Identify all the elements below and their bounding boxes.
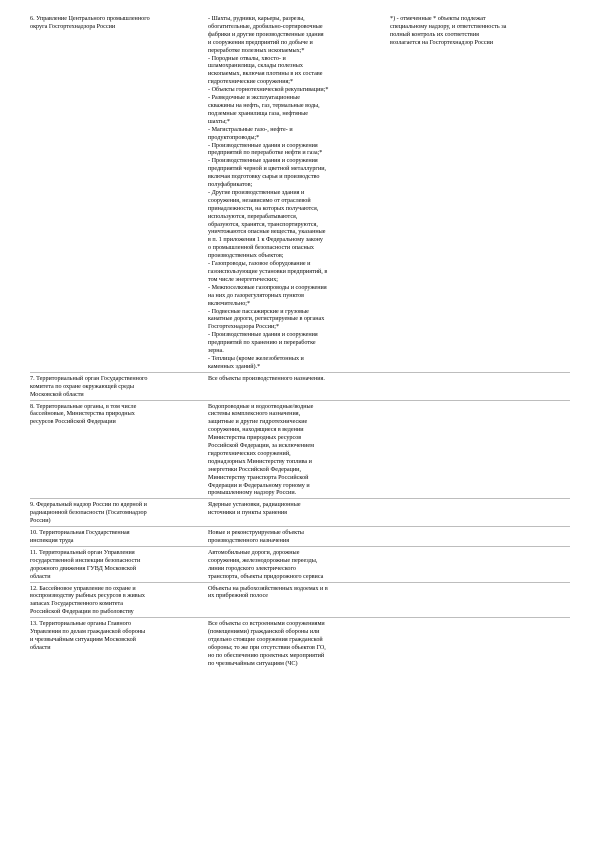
- organization-line: 11. Территориальный орган Управления: [30, 549, 135, 556]
- organization-line: 13. Территориальные органы Главного: [30, 621, 132, 628]
- objects-line: Водопроводные и водоотводные/водные: [208, 403, 314, 410]
- objects-line: скважины на нефть, газ, термальные воды,: [208, 102, 320, 109]
- objects-line: - Шахты, рудники, карьеры, разрезы,: [208, 16, 305, 22]
- objects-line: Российской Федерации, за исключением: [208, 443, 314, 450]
- organization-line: дорожного движения ГУВД Московской: [30, 565, 136, 572]
- note-cell: [390, 582, 570, 618]
- objects-line: Министерства природных ресурсов: [208, 435, 302, 442]
- objects-line: используются, перерабатываются,: [208, 213, 298, 220]
- agencies-table-body: [30, 16, 570, 669]
- organization-cell: [30, 372, 208, 400]
- objects-line: Автомобильные дороги, дорожные: [208, 549, 300, 556]
- objects-line: канатные дороги, регистрируемые в органах: [208, 316, 325, 323]
- organization-line: 9. Федеральный надзор России по ядерной и: [30, 502, 147, 509]
- organization-line: государственной инспекции безопасности: [30, 557, 141, 564]
- note-cell: [390, 372, 570, 400]
- objects-line: промышленному надзору России.: [208, 490, 297, 497]
- objects-line: Ядерные установки, радиационные: [208, 502, 301, 509]
- table-row: [30, 527, 570, 547]
- table-row: [30, 16, 570, 372]
- objects-line: включительно;*: [208, 300, 251, 307]
- objects-line: транспорта, объекты придорожного сервиса: [208, 573, 324, 580]
- objects-line: Госгортехнадзора России;*: [208, 324, 280, 331]
- organization-line: и чрезвычайным ситуациям Московской: [30, 636, 136, 643]
- note-line: *) - отмеченные * объекты подлежат: [390, 16, 486, 22]
- organization-line: Российской Федерации по рыболовству: [30, 609, 134, 616]
- objects-line: сооружения, железнодорожные переезды,: [208, 557, 318, 564]
- objects-line: на них до газорегуляторных пунктов: [208, 292, 305, 299]
- table-row: [30, 546, 570, 582]
- objects-line: системы комплексного назначения,: [208, 411, 301, 418]
- objects-line: - Производственные здания и сооружения: [208, 142, 318, 149]
- objects-line: образуются, хранятся, транспортируются,: [208, 221, 318, 228]
- note-cell: [390, 16, 570, 372]
- objects-line: - Породные отвалы, хвосто- и: [208, 55, 286, 62]
- organization-cell: [30, 618, 208, 669]
- objects-cell: [208, 618, 390, 669]
- objects-line: обороны; то же при отсутствии объектов ГО,: [208, 644, 326, 651]
- note-line: полный контроль их соответствия: [390, 31, 479, 38]
- table-row: [30, 582, 570, 618]
- organization-line: Московской области: [30, 391, 84, 398]
- objects-line: - Производственные здания и сооружения: [208, 332, 318, 339]
- objects-line: Федерации и Федеральному горному и: [208, 482, 310, 489]
- organization-line: ресурсов Российской Федерации: [30, 419, 116, 426]
- objects-cell: [208, 499, 390, 527]
- objects-line: предприятий черной и цветной металлургии,: [208, 166, 327, 173]
- objects-cell: [208, 582, 390, 618]
- note-cell: [390, 618, 570, 669]
- objects-cell: [208, 546, 390, 582]
- objects-line: Все объекты производственного назначения.: [208, 375, 325, 382]
- table-row: [30, 499, 570, 527]
- organization-line: области: [30, 573, 51, 580]
- organization-line: округа Госгортехнадзора России: [30, 23, 116, 30]
- organization-line: 12. Бассейновое управление по охране и: [30, 585, 136, 592]
- objects-line: о промышленной безопасности опасных: [208, 245, 314, 252]
- objects-line: линии городского электрического: [208, 565, 296, 572]
- objects-line: зерна.: [208, 348, 224, 355]
- organization-cell: [30, 527, 208, 547]
- objects-line: но по обеспечению проектных мероприятий: [208, 652, 325, 659]
- objects-line: шахты;*: [208, 118, 230, 125]
- objects-line: поднадзорных Министерству топлива и: [208, 458, 312, 465]
- objects-line: - Магистральные газо-, нефте- и: [208, 126, 293, 133]
- note-cell: [390, 499, 570, 527]
- objects-line: фабрики и другие производственные здания: [208, 31, 324, 38]
- organization-line: 8. Территориальные органы, в том числе: [30, 403, 137, 410]
- objects-line: - Межпоселковые газопроводы и сооружения: [208, 284, 327, 291]
- table-row: [30, 400, 570, 499]
- objects-line: - Другие производственные здания и: [208, 189, 305, 196]
- objects-line: предприятий по переработке нефти и газа;*: [208, 150, 323, 157]
- organization-line: 7. Территориальный орган Государственного: [30, 375, 148, 382]
- objects-cell: [208, 400, 390, 499]
- organization-line: инспекция труда: [30, 538, 74, 544]
- objects-line: каменных зданий).*: [208, 363, 261, 370]
- objects-line: уничтожаются опасные вещества, указанные: [208, 229, 326, 236]
- objects-line: в п. 1 приложения 1 к Федеральному закону: [208, 237, 324, 244]
- organization-cell: [30, 582, 208, 618]
- objects-line: продуктопроводы;*: [208, 134, 260, 141]
- objects-line: принадлежности, на которых получаются,: [208, 205, 319, 212]
- objects-line: отдельно стоящие сооружения гражданской: [208, 636, 323, 643]
- objects-line: сооружения, независимо от отраслевой: [208, 197, 311, 204]
- objects-line: включая подготовку сырья и производство: [208, 174, 320, 181]
- organization-cell: [30, 400, 208, 499]
- organization-line: 6. Управление Центрального промышленного: [30, 16, 150, 22]
- objects-line: защитные и другие гидротехнические: [208, 419, 308, 426]
- objects-line: энергетики Российской Федерации,: [208, 466, 301, 473]
- objects-cell: [208, 16, 390, 372]
- objects-line: - Производственные здания и сооружения: [208, 158, 318, 165]
- note-cell: [390, 546, 570, 582]
- objects-line: обогатительные, дробильно-сортировочные: [208, 23, 323, 30]
- objects-line: их прибрежной полосе: [208, 593, 268, 600]
- organization-line: радиационной безопасности (Госатомнадзор: [30, 510, 147, 517]
- objects-cell: [208, 527, 390, 547]
- organization-line: 10. Территориальная Государственная: [30, 530, 130, 537]
- organization-line: Управления по делам гражданской обороны: [30, 629, 146, 636]
- objects-line: (помещениями) гражданской обороны или: [208, 629, 320, 636]
- objects-line: газоиспользующие установки предприятий, в: [208, 269, 328, 275]
- objects-line: гидротехнических сооружений,: [208, 450, 291, 457]
- organization-cell: [30, 546, 208, 582]
- objects-line: - Подвесные пассажирские и грузовые: [208, 308, 309, 315]
- objects-line: Новые и реконструируемые объекты: [208, 530, 304, 537]
- objects-line: Министерству транспорта Российской: [208, 474, 309, 481]
- table-row: [30, 618, 570, 669]
- objects-line: том числе энергетических;: [208, 276, 278, 283]
- objects-cell: [208, 372, 390, 400]
- objects-line: - Газопроводы, газовое оборудование и: [208, 261, 311, 268]
- objects-line: гидротехнические сооружения;*: [208, 79, 294, 86]
- objects-line: - Разведочные и эксплуатационные: [208, 95, 300, 102]
- objects-line: производственных объектов;: [208, 253, 284, 260]
- objects-line: подземные хранилища газа, нефтяные: [208, 110, 308, 117]
- note-cell: [390, 400, 570, 499]
- organization-line: бассейновые, Министерства природных: [30, 411, 135, 418]
- objects-line: - Объекты горнотехнической рекультивации;*: [208, 87, 329, 94]
- objects-line: по чрезвычайным ситуациям (ЧС): [208, 660, 298, 667]
- organization-line: запасах Государственного комитета: [30, 601, 123, 608]
- objects-line: предприятий по хранению и переработке: [208, 340, 316, 347]
- note-line: возлагается на Госгортехнадзор России: [390, 39, 494, 46]
- objects-line: полуфабрикатов;: [208, 182, 253, 189]
- organization-cell: [30, 499, 208, 527]
- objects-line: сооружения, находящиеся в ведении: [208, 427, 304, 434]
- organization-line: воспроизводству рыбных ресурсов в живых: [30, 593, 145, 600]
- objects-line: ископаемых, включая плотины в их составе: [208, 71, 323, 78]
- objects-line: - Теплицы (кроме железобетонных и: [208, 355, 304, 362]
- objects-line: переработке полезных ископаемых;*: [208, 47, 305, 54]
- objects-line: источники и пункты хранения: [208, 510, 287, 517]
- objects-line: Объекты на рыбохозяйственных водоемах и в: [208, 585, 328, 592]
- organization-line: комитета по охране окружающей среды: [30, 383, 134, 390]
- note-line: специальному надзору, и ответственность за: [390, 23, 507, 30]
- organization-line: России): [30, 518, 51, 525]
- organization-cell: [30, 16, 208, 372]
- agencies-table: [30, 16, 570, 669]
- objects-line: производственного назначения: [208, 538, 290, 544]
- objects-line: Все объекты со встроенными сооружениями: [208, 621, 325, 628]
- table-row: [30, 372, 570, 400]
- objects-line: шламохранилища, склады полезных: [208, 63, 303, 70]
- note-cell: [390, 527, 570, 547]
- organization-line: области: [30, 644, 51, 651]
- objects-line: и сооружения предприятий по добыче и: [208, 39, 313, 46]
